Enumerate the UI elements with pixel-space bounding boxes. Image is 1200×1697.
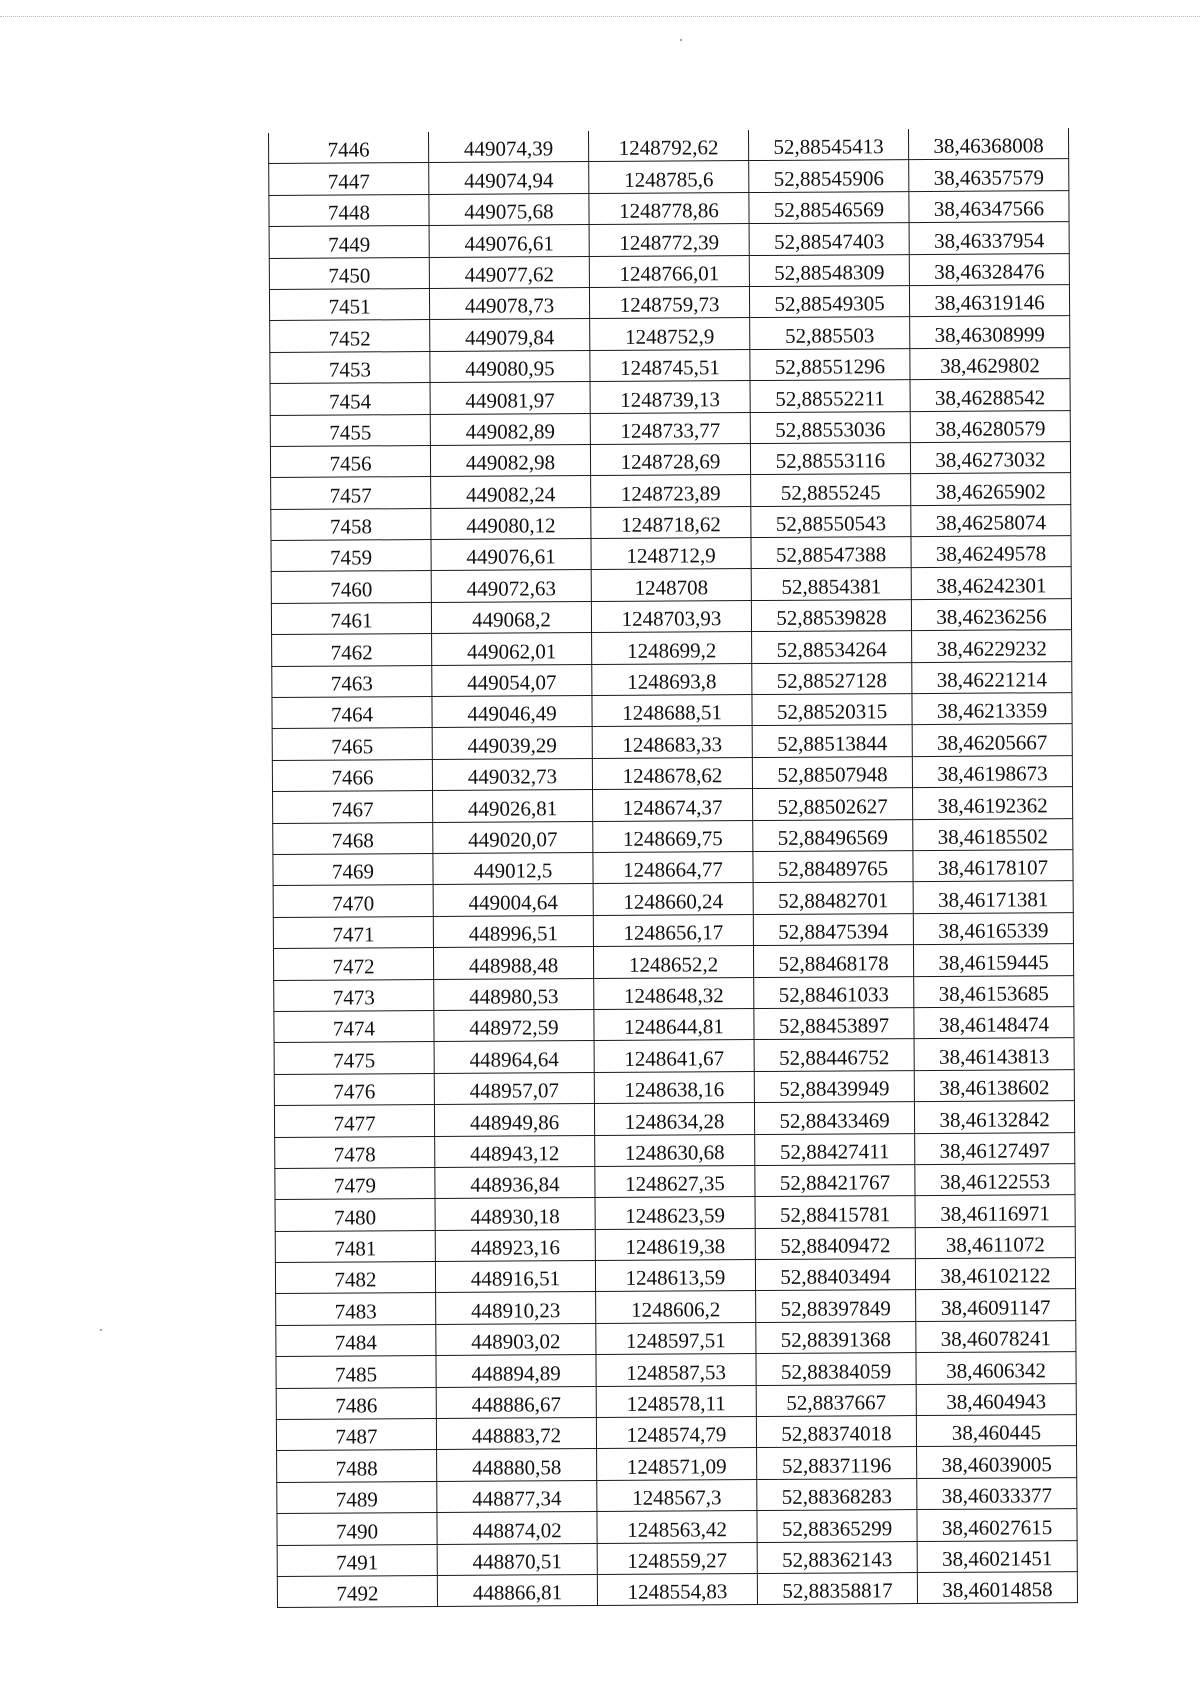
x-coordinate-cell: 448866,81 [437, 1574, 597, 1606]
x-coordinate-cell: 448880,58 [437, 1449, 597, 1481]
longitude-cell: 38,46138602 [914, 1069, 1074, 1101]
y-coordinate-cell: 1248752,9 [590, 318, 750, 350]
y-coordinate-cell: 1248627,35 [595, 1165, 755, 1197]
y-coordinate-cell: 1248664,77 [593, 852, 753, 884]
table-row [272, 661, 1072, 697]
y-coordinate-cell: 1248606,2 [596, 1291, 756, 1323]
latitude-cell: 52,88552211 [750, 380, 910, 412]
point-number-cell: 7477 [274, 1105, 434, 1137]
x-coordinate-cell: 449076,61 [429, 225, 589, 257]
y-coordinate-cell: 1248678,62 [592, 757, 752, 789]
latitude-cell: 52,88468178 [753, 945, 913, 977]
latitude-cell: 52,88547403 [749, 223, 909, 255]
point-number-cell: 7476 [274, 1073, 434, 1105]
x-coordinate-cell: 449004,64 [433, 884, 593, 916]
latitude-cell: 52,8854381 [751, 568, 911, 600]
latitude-cell: 52,88534264 [752, 631, 912, 663]
y-coordinate-cell: 1248578,11 [596, 1385, 756, 1417]
latitude-cell: 52,88489765 [753, 851, 913, 883]
table-row [271, 567, 1071, 603]
x-coordinate-cell: 449077,62 [429, 256, 589, 288]
x-coordinate-cell: 449080,12 [431, 507, 591, 539]
y-coordinate-cell: 1248766,01 [589, 255, 749, 287]
point-number-cell: 7458 [271, 508, 431, 540]
y-coordinate-cell: 1248723,89 [591, 475, 751, 507]
latitude-cell: 52,88553116 [750, 442, 910, 474]
table-row [272, 630, 1072, 666]
latitude-cell: 52,88433469 [754, 1102, 914, 1134]
latitude-cell: 52,88507948 [752, 756, 912, 788]
longitude-cell: 38,46039005 [917, 1446, 1077, 1478]
table-row [273, 881, 1073, 917]
y-coordinate-cell: 1248785,6 [589, 161, 749, 193]
table-row [270, 442, 1070, 478]
latitude-cell: 52,88502627 [753, 788, 913, 820]
point-number-cell: 7475 [274, 1042, 434, 1074]
point-number-cell: 7468 [273, 822, 433, 854]
point-number-cell: 7446 [269, 132, 429, 164]
scan-speck [100, 1329, 102, 1331]
table-row [269, 222, 1069, 258]
x-coordinate-cell: 448877,34 [437, 1480, 597, 1512]
longitude-cell: 38,46229232 [912, 630, 1072, 662]
table-row [275, 1195, 1075, 1231]
point-number-cell: 7488 [277, 1450, 437, 1482]
point-number-cell: 7459 [271, 540, 431, 572]
longitude-cell: 38,46221214 [912, 661, 1072, 693]
latitude-cell: 52,88475394 [753, 913, 913, 945]
point-number-cell: 7467 [273, 791, 433, 823]
latitude-cell: 52,88409472 [755, 1227, 915, 1259]
x-coordinate-cell: 448957,07 [434, 1072, 594, 1104]
x-coordinate-cell: 448996,51 [433, 915, 593, 947]
x-coordinate-cell: 448870,51 [437, 1543, 597, 1575]
latitude-cell: 52,88545906 [749, 160, 909, 192]
latitude-cell: 52,88513844 [752, 725, 912, 757]
x-coordinate-cell: 449039,29 [432, 727, 592, 759]
table-row [270, 316, 1070, 352]
point-number-cell: 7492 [277, 1575, 437, 1607]
latitude-cell: 52,88551296 [750, 348, 910, 380]
x-coordinate-cell: 449046,49 [432, 696, 592, 728]
point-number-cell: 7463 [272, 665, 432, 697]
x-coordinate-cell: 449075,68 [429, 193, 589, 225]
point-number-cell: 7453 [270, 351, 430, 383]
longitude-cell: 38,46171381 [913, 881, 1073, 913]
point-number-cell: 7472 [273, 948, 433, 980]
table-row [275, 1132, 1075, 1168]
latitude-cell: 52,88550543 [751, 505, 911, 537]
longitude-cell: 38,46236256 [911, 598, 1071, 630]
longitude-cell: 38,46091147 [916, 1289, 1076, 1321]
table-row [270, 347, 1070, 383]
y-coordinate-cell: 1248634,28 [594, 1103, 754, 1135]
point-number-cell: 7466 [272, 759, 432, 791]
table-row [277, 1509, 1077, 1545]
x-coordinate-cell: 448910,23 [436, 1292, 596, 1324]
y-coordinate-cell: 1248669,75 [593, 820, 753, 852]
point-number-cell: 7469 [273, 853, 433, 885]
x-coordinate-cell: 449062,01 [432, 633, 592, 665]
table-row [277, 1477, 1077, 1513]
table-row [272, 724, 1072, 760]
longitude-cell: 38,46165339 [913, 912, 1073, 944]
scan-speck [680, 39, 682, 41]
point-number-cell: 7487 [276, 1419, 436, 1451]
y-coordinate-cell: 1248778,86 [589, 192, 749, 224]
table-row [271, 598, 1071, 634]
latitude-cell: 52,88421767 [755, 1164, 915, 1196]
y-coordinate-cell: 1248759,73 [589, 287, 749, 319]
table-row [272, 755, 1072, 791]
table-row [274, 975, 1074, 1011]
x-coordinate-cell: 448886,67 [436, 1386, 596, 1418]
longitude-cell: 38,46185502 [913, 818, 1073, 850]
point-number-cell: 7470 [273, 885, 433, 917]
latitude-cell: 52,88545413 [748, 129, 908, 161]
y-coordinate-cell: 1248571,09 [597, 1448, 757, 1480]
table-row [273, 912, 1073, 948]
longitude-cell: 38,46288542 [910, 379, 1070, 411]
y-coordinate-cell: 1248652,2 [593, 946, 753, 978]
point-number-cell: 7454 [270, 383, 430, 415]
longitude-cell: 38,46273032 [910, 442, 1070, 474]
y-coordinate-cell: 1248630,68 [595, 1134, 755, 1166]
y-coordinate-cell: 1248728,69 [590, 443, 750, 475]
y-coordinate-cell: 1248587,53 [596, 1354, 756, 1386]
table-row [273, 944, 1073, 980]
x-coordinate-cell: 449082,89 [430, 413, 590, 445]
latitude-cell: 52,88365299 [757, 1510, 917, 1542]
y-coordinate-cell: 1248772,39 [589, 224, 749, 256]
longitude-cell: 38,460445 [916, 1415, 1076, 1447]
y-coordinate-cell: 1248712,9 [591, 538, 751, 570]
point-number-cell: 7490 [277, 1513, 437, 1545]
x-coordinate-cell: 448964,64 [434, 1041, 594, 1073]
latitude-cell: 52,8855245 [751, 474, 911, 506]
y-coordinate-cell: 1248554,83 [597, 1574, 757, 1606]
y-coordinate-cell: 1248718,62 [591, 506, 751, 538]
table-row [271, 536, 1071, 572]
point-number-cell: 7461 [271, 602, 431, 634]
point-number-cell: 7474 [274, 1010, 434, 1042]
x-coordinate-cell: 449026,81 [433, 790, 593, 822]
y-coordinate-cell: 1248656,17 [593, 914, 753, 946]
x-coordinate-cell: 449068,2 [431, 601, 591, 633]
x-coordinate-cell: 449076,61 [431, 539, 591, 571]
y-coordinate-cell: 1248792,62 [588, 130, 748, 162]
x-coordinate-cell: 448903,02 [436, 1323, 596, 1355]
table-row [277, 1446, 1077, 1482]
scan-edge-line [0, 16, 1200, 17]
x-coordinate-cell: 448883,72 [436, 1418, 596, 1450]
table-row [273, 850, 1073, 886]
longitude-cell: 38,46368008 [908, 128, 1068, 160]
y-coordinate-cell: 1248699,2 [592, 632, 752, 664]
longitude-cell: 38,46021451 [917, 1540, 1077, 1572]
point-number-cell: 7460 [271, 571, 431, 603]
x-coordinate-cell: 449080,95 [430, 350, 590, 382]
latitude-cell: 52,88482701 [753, 882, 913, 914]
latitude-cell: 52,88549305 [749, 286, 909, 318]
latitude-cell: 52,88374018 [756, 1416, 916, 1448]
table-row [269, 285, 1069, 321]
longitude-cell: 38,46143813 [914, 1038, 1074, 1070]
coordinates-table-body [269, 128, 1078, 1608]
longitude-cell: 38,46308999 [910, 316, 1070, 348]
table-row [270, 379, 1070, 415]
x-coordinate-cell: 449072,63 [431, 570, 591, 602]
table-row [275, 1163, 1075, 1199]
table-row [269, 190, 1069, 226]
y-coordinate-cell: 1248683,33 [592, 726, 752, 758]
longitude-cell: 38,46033377 [917, 1477, 1077, 1509]
latitude-cell: 52,88391368 [756, 1321, 916, 1353]
coordinates-table-container [268, 133, 1068, 1608]
table-row [277, 1572, 1077, 1608]
point-number-cell: 7473 [274, 979, 434, 1011]
point-number-cell: 7491 [277, 1544, 437, 1576]
longitude-cell: 38,46116971 [915, 1195, 1075, 1227]
x-coordinate-cell: 448980,53 [434, 978, 594, 1010]
longitude-cell: 38,46265902 [911, 473, 1071, 505]
table-row [275, 1258, 1075, 1294]
x-coordinate-cell: 449079,84 [430, 319, 590, 351]
x-coordinate-cell: 449074,94 [429, 162, 589, 194]
point-number-cell: 7465 [272, 728, 432, 760]
latitude-cell: 52,8837667 [756, 1384, 916, 1416]
table-row [269, 159, 1069, 195]
x-coordinate-cell: 448874,02 [437, 1512, 597, 1544]
table-row [269, 253, 1069, 289]
table-row [276, 1352, 1076, 1388]
table-row [274, 1007, 1074, 1043]
longitude-cell: 38,46132842 [914, 1101, 1074, 1133]
point-number-cell: 7448 [269, 194, 429, 226]
point-number-cell: 7484 [276, 1324, 436, 1356]
y-coordinate-cell: 1248567,3 [597, 1479, 757, 1511]
latitude-cell: 52,88439949 [754, 1070, 914, 1102]
table-row [274, 1101, 1074, 1137]
longitude-cell: 38,46159445 [913, 944, 1073, 976]
y-coordinate-cell: 1248563,42 [597, 1511, 757, 1543]
point-number-cell: 7455 [270, 414, 430, 446]
point-number-cell: 7478 [275, 1136, 435, 1168]
latitude-cell: 52,88546569 [749, 191, 909, 223]
longitude-cell: 38,46102122 [915, 1258, 1075, 1290]
y-coordinate-cell: 1248613,59 [595, 1260, 755, 1292]
latitude-cell: 52,88461033 [754, 976, 914, 1008]
x-coordinate-cell: 448923,16 [435, 1229, 595, 1261]
latitude-cell: 52,88427411 [755, 1133, 915, 1165]
longitude-cell: 38,46347566 [909, 190, 1069, 222]
longitude-cell: 38,46328476 [909, 253, 1069, 285]
x-coordinate-cell: 449081,97 [430, 382, 590, 414]
latitude-cell: 52,88548309 [749, 254, 909, 286]
point-number-cell: 7449 [269, 226, 429, 258]
latitude-cell: 52,88368283 [757, 1478, 917, 1510]
point-number-cell: 7450 [269, 257, 429, 289]
point-number-cell: 7456 [270, 445, 430, 477]
longitude-cell: 38,46153685 [914, 975, 1074, 1007]
x-coordinate-cell: 448943,12 [435, 1135, 595, 1167]
y-coordinate-cell: 1248708 [591, 569, 751, 601]
x-coordinate-cell: 448949,86 [434, 1104, 594, 1136]
y-coordinate-cell: 1248660,24 [593, 883, 753, 915]
y-coordinate-cell: 1248688,51 [592, 695, 752, 727]
x-coordinate-cell: 449082,24 [431, 476, 591, 508]
table-row [276, 1383, 1076, 1419]
longitude-cell: 38,46127497 [915, 1132, 1075, 1164]
table-row [276, 1320, 1076, 1356]
longitude-cell: 38,4629802 [910, 347, 1070, 379]
table-row [274, 1069, 1074, 1105]
point-number-cell: 7485 [276, 1356, 436, 1388]
latitude-cell: 52,88403494 [755, 1259, 915, 1291]
y-coordinate-cell: 1248623,59 [595, 1197, 755, 1229]
y-coordinate-cell: 1248574,79 [596, 1417, 756, 1449]
coordinates-table [268, 128, 1078, 1608]
x-coordinate-cell: 449020,07 [433, 821, 593, 853]
longitude-cell: 38,46178107 [913, 850, 1073, 882]
longitude-cell: 38,46192362 [913, 787, 1073, 819]
longitude-cell: 38,46258074 [911, 504, 1071, 536]
point-number-cell: 7483 [276, 1293, 436, 1325]
latitude-cell: 52,88371196 [757, 1447, 917, 1479]
point-number-cell: 7457 [271, 477, 431, 509]
latitude-cell: 52,88362143 [757, 1541, 917, 1573]
y-coordinate-cell: 1248597,51 [596, 1322, 756, 1354]
y-coordinate-cell: 1248674,37 [593, 789, 753, 821]
table-row [273, 818, 1073, 854]
point-number-cell: 7462 [272, 634, 432, 666]
point-number-cell: 7489 [277, 1481, 437, 1513]
y-coordinate-cell: 1248641,67 [594, 1040, 754, 1072]
x-coordinate-cell: 448894,89 [436, 1355, 596, 1387]
x-coordinate-cell: 449054,07 [432, 664, 592, 696]
x-coordinate-cell: 449082,98 [430, 444, 590, 476]
longitude-cell: 38,46205667 [912, 724, 1072, 756]
y-coordinate-cell: 1248648,32 [594, 977, 754, 1009]
latitude-cell: 52,88384059 [756, 1353, 916, 1385]
longitude-cell: 38,46027615 [917, 1509, 1077, 1541]
longitude-cell: 38,46249578 [911, 536, 1071, 568]
table-row [276, 1289, 1076, 1325]
x-coordinate-cell: 449078,73 [429, 287, 589, 319]
latitude-cell: 52,88496569 [753, 819, 913, 851]
latitude-cell: 52,88358817 [757, 1573, 917, 1605]
point-number-cell: 7452 [270, 320, 430, 352]
y-coordinate-cell: 1248739,13 [590, 381, 750, 413]
point-number-cell: 7480 [275, 1199, 435, 1231]
longitude-cell: 38,46014858 [917, 1572, 1077, 1604]
table-row [273, 787, 1073, 823]
x-coordinate-cell: 449074,39 [428, 131, 588, 163]
latitude-cell: 52,88446752 [754, 1039, 914, 1071]
longitude-cell: 38,46122553 [915, 1163, 1075, 1195]
table-row [274, 1038, 1074, 1074]
y-coordinate-cell: 1248733,77 [590, 412, 750, 444]
table-row [276, 1415, 1076, 1451]
x-coordinate-cell: 449032,73 [432, 758, 592, 790]
longitude-cell: 38,46078241 [916, 1320, 1076, 1352]
x-coordinate-cell: 448972,59 [434, 1009, 594, 1041]
longitude-cell: 38,4611072 [915, 1226, 1075, 1258]
latitude-cell: 52,88527128 [752, 662, 912, 694]
latitude-cell: 52,88415781 [755, 1196, 915, 1228]
latitude-cell: 52,88539828 [751, 599, 911, 631]
y-coordinate-cell: 1248745,51 [590, 349, 750, 381]
table-row [277, 1540, 1077, 1576]
y-coordinate-cell: 1248703,93 [591, 600, 751, 632]
y-coordinate-cell: 1248638,16 [594, 1071, 754, 1103]
point-number-cell: 7464 [272, 697, 432, 729]
point-number-cell: 7447 [269, 163, 429, 195]
longitude-cell: 38,46357579 [909, 159, 1069, 191]
longitude-cell: 38,46213359 [912, 693, 1072, 725]
latitude-cell: 52,88453897 [754, 1008, 914, 1040]
point-number-cell: 7451 [269, 288, 429, 320]
x-coordinate-cell: 448916,51 [435, 1261, 595, 1293]
table-row [271, 504, 1071, 540]
y-coordinate-cell: 1248693,8 [592, 663, 752, 695]
point-number-cell: 7471 [273, 916, 433, 948]
point-number-cell: 7479 [275, 1167, 435, 1199]
x-coordinate-cell: 449012,5 [433, 853, 593, 885]
latitude-cell: 52,88553036 [750, 411, 910, 443]
longitude-cell: 38,46319146 [909, 285, 1069, 317]
table-row [269, 128, 1069, 164]
point-number-cell: 7486 [276, 1387, 436, 1419]
latitude-cell: 52,885503 [750, 317, 910, 349]
table-row [271, 473, 1071, 509]
latitude-cell: 52,88397849 [756, 1290, 916, 1322]
y-coordinate-cell: 1248559,27 [597, 1542, 757, 1574]
table-row [272, 693, 1072, 729]
x-coordinate-cell: 448988,48 [433, 947, 593, 979]
latitude-cell: 52,88520315 [752, 694, 912, 726]
table-row [275, 1226, 1075, 1262]
longitude-cell: 38,46148474 [914, 1007, 1074, 1039]
longitude-cell: 38,4606342 [916, 1352, 1076, 1384]
x-coordinate-cell: 448930,18 [435, 1198, 595, 1230]
table-row [270, 410, 1070, 446]
x-coordinate-cell: 448936,84 [435, 1166, 595, 1198]
longitude-cell: 38,4604943 [916, 1383, 1076, 1415]
longitude-cell: 38,46198673 [912, 755, 1072, 787]
longitude-cell: 38,46280579 [910, 410, 1070, 442]
point-number-cell: 7481 [275, 1230, 435, 1262]
latitude-cell: 52,88547388 [751, 537, 911, 569]
point-number-cell: 7482 [275, 1262, 435, 1294]
longitude-cell: 38,46337954 [909, 222, 1069, 254]
y-coordinate-cell: 1248644,81 [594, 1008, 754, 1040]
longitude-cell: 38,46242301 [911, 567, 1071, 599]
y-coordinate-cell: 1248619,38 [595, 1228, 755, 1260]
